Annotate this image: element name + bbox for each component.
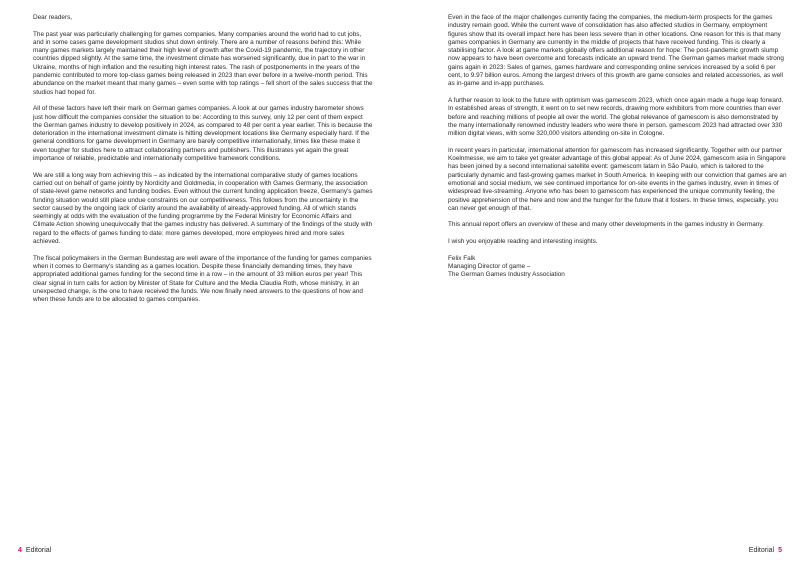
left-paragraph-1: The past year was particularly challenging for games companies. Many companies around the world had to cut jobs, and in some cases game development studios shut down entirely. There are a number of reasons behind this: While many games markets largely maintained their high level of growth after the Covid-19 pandemic, the trajectory in other countries dipped slightly. At the same time, the investment climate has worsened significantly, due in part to the war in Ukraine, months of high inflation and the resulting high interest rates. The rash of postponements in the years of the pandemic contributed to more top-class games being released in 2023 than ever before in a twelve-month period. This abundance on the market meant that many games – even some with top ratings – fell short of the sales success that the studios had hoped for. bbox=[33, 30, 373, 96]
right-paragraph-3: In recent years in particular, international attention for gamescom has increased significantly. Together with our partner Koelnmesse, we aim to take yet greater advantage of this global appeal: As of June 2024, gamescom asia in Singapore has been joined by a second international satellite event: gamescom latam in São Paulo, which is tailored to the particularly dynamic and fast-growing games market in South America. In keeping with our conviction that games are an emotional and social medium, we see continued importance for on-site events in the games industry, even in times of widespread live-streaming. Anyone who has been to gamescom has experienced the unique community feeling, the positive apprehension of the here and now and the hunger for the future that it fosters. In these times, especially, you can never get enough of that. bbox=[448, 146, 787, 212]
signature-organisation: The German Games Industry Association bbox=[448, 271, 565, 279]
greeting: Dear readers, bbox=[33, 14, 73, 21]
right-page-number: 5 bbox=[778, 547, 782, 554]
left-page-number: 4 bbox=[18, 547, 22, 554]
left-paragraph-4: The fiscal policymakers in the German Bundestag are well aware of the importance of the funding for games companies when it comes to Germany's standing as a games location. Despite these financially demanding times, they have appropriated additional games funding for the second time in a row – in the amount of 33 million euros per year! This clear signal in turn calls for action by Minister of State for Culture and the Media Claudia Roth, whose ministry, in an unexpected change, is the one to have received the funds. We now finally need answers to the questions of how and when these funds are to be allocated to games companies. bbox=[33, 254, 372, 304]
left-page-column bbox=[33, 14, 373, 313]
signature-name: Felix Falk bbox=[448, 254, 476, 262]
left-section-label: Editorial bbox=[25, 547, 52, 554]
signature-block bbox=[448, 255, 788, 280]
left-paragraph-3: We are still a long way from achieving this – as indicated by the international comparative study of games locations carried out on behalf of game jointly by Nordicity and Goldmedia, in cooperation with Games Germany, the association of state-level game networks and funding bodies. Even without the current funding application freeze, Germany's games funding situation would still place undue constraints on our competitiveness. This follows from the uncertainty in the sector caused by the ongoing lack of clarity around the availability of already-approved funding. All of which stands seemingly at odds with the evaluation of the funding programme by the Federal Ministry for Economic Affairs and Climate Action showing unequivocally that the games industry has delivered. A summary of the findings of the study with regard to the effects of games funding to date: more games developed, more employees hired and more sales achieved. bbox=[33, 171, 373, 246]
right-paragraph-4: This annual report offers an overview of these and many other developments in the games industry in Germany. bbox=[448, 221, 764, 229]
right-paragraph-1: Even in the face of the major challenges currently facing the companies, the medium-term prospects for the games industry remain good. While the current wave of consolidation has also affected studios in Germany, employment figures show that its overall impact here has been less severe than in other locations. One reason for this is that many games companies in Germany are currently in the middle of projects that have received funding. This is clearly a stabilising factor. A look at game markets globally offers additional reason for hope: The post-pandemic growth slump now appears to have been overcome and forecasts indicate an upward trend. The German games market made strong gains again in 2023: Sales of games, games hardware and corresponding online services increased by a solid 6 per cent, to 9.97 billion euros. Among the largest drivers of this growth are game consoles and related accessories, as well as in-game and in-app purchases. bbox=[448, 14, 784, 88]
right-paragraph-2: A further reason to look to the future with optimism was gamescom 2023, which once again made a huge leap forward. In established areas of strength, it went on to set new records, drawing more exhibitors from more countries than ever before and reaching millions of people all over the world. The global relevance of gamescom is also demonstrated by the many internationally renowned industry leaders who were there in person. gamescom 2023 had attracted over 330 million digital views, with some 320,000 visitors attending on-site in Cologne. bbox=[448, 96, 784, 138]
signature-title: Managing Director of game – bbox=[448, 262, 531, 270]
left-paragraph-2: All of these factors have left their mark on German games companies. A look at our games industry barometer shows just how difficult the companies consider the situation to be: According to this survey, only 12 per cent of them expect the German games industry to develop positively in 2024, as compared to 48 per cent a year earlier. This is because the deterioration in the international investment climate is hitting development locations like Germany especially hard. If the general conditions for game development in Germany are barely competitive internationally, times like these make it even tougher for studios here to attract collaborating partners and publishers. This illustrates yet again the great importance of reliable, predictable and internationally competitive framework conditions. bbox=[33, 105, 373, 163]
right-section-label: Editorial bbox=[748, 547, 775, 554]
right-page-footer bbox=[749, 546, 782, 555]
left-page-footer bbox=[18, 546, 51, 555]
right-page-column bbox=[448, 14, 788, 288]
right-paragraph-5: I wish you enjoyable reading and interesting insights. bbox=[448, 238, 598, 246]
